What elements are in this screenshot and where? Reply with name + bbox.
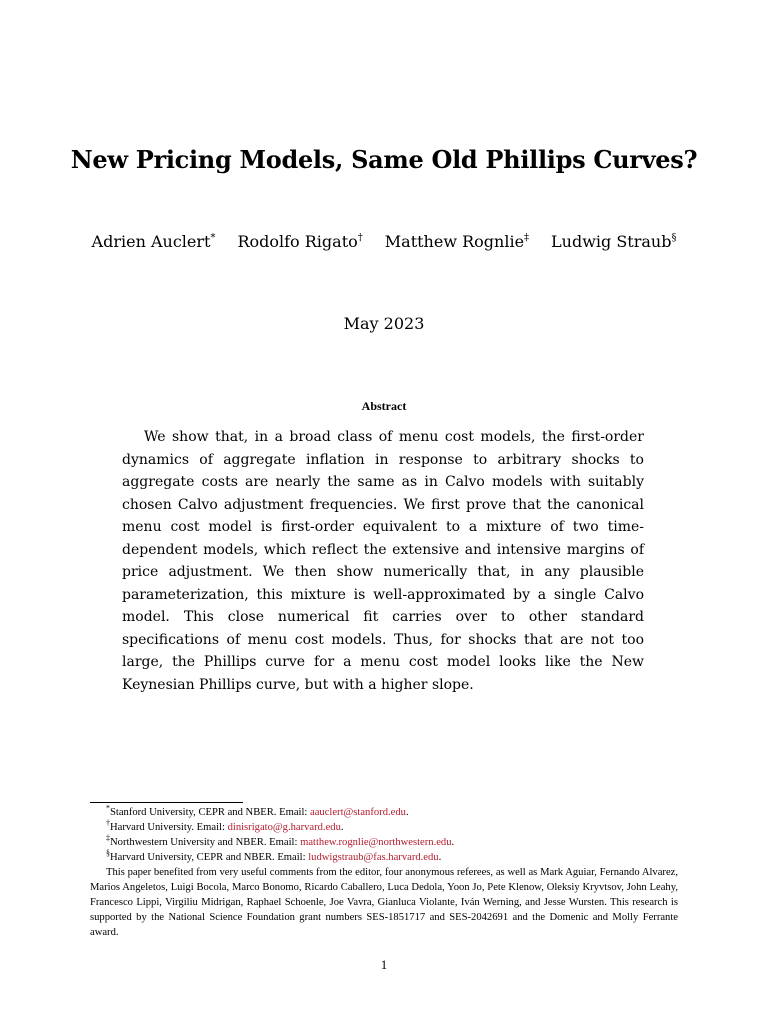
footnote-affiliation	[90, 835, 678, 850]
author-name: Ludwig Straub	[551, 232, 672, 251]
page-number: 1	[380, 957, 388, 972]
footnote-divider	[90, 802, 243, 803]
email-link[interactable]: ludwigstraub@fas.harvard.edu	[308, 852, 439, 863]
author-rigato	[237, 232, 362, 251]
author-name: Matthew Rognlie	[384, 232, 525, 251]
abstract-text: We show that, in a broad class of menu cost models, the first-order dynamics of aggregate inflation in response to arbitrary shocks to aggregate costs are nearly the same as in Calvo models with suitably chosen Calvo adjustment frequencies. We first prove that the canonical menu cost model is first-order equivalent to a mixture of two time-dependent models, which reflect the extensive and intensive margins of price adjustment. We then show numerically that, in any plausible parameterization, this mixture is well-approximated by a single Calvo model. This close numerical fit carries over to other standard specifications of menu cost models. Thus, for shocks that are not too large, the Phillips curve for a menu cost model looks like the New Keynesian Phillips curve, but with a higher slope.	[122, 429, 644, 693]
publication-date: May 2023	[343, 314, 425, 333]
author-footnote-mark[interactable]: *	[210, 232, 216, 244]
author-rognlie	[385, 232, 529, 251]
footnote-text: Harvard University. Email:	[110, 822, 228, 833]
author-footnote-mark[interactable]: §	[671, 232, 677, 244]
footnote-mark: †	[106, 818, 110, 828]
footnote-affiliation	[90, 805, 678, 820]
email-link[interactable]: aauclert@stanford.edu	[310, 807, 406, 818]
footnote-mark: *	[106, 803, 110, 813]
abstract-heading: Abstract	[361, 399, 407, 413]
author-name: Adrien Auclert	[91, 232, 211, 251]
footnote-affiliation	[90, 850, 678, 865]
footnote-end: .	[438, 852, 442, 863]
footnote-end: .	[405, 807, 409, 818]
author-footnote-mark[interactable]: ‡	[524, 232, 530, 244]
author-straub	[551, 232, 676, 251]
footnote-affiliation	[90, 820, 678, 835]
acknowledgment-footnote: This paper benefited from very useful comments from the editor, four anonymous referees, as well as Mark Aguiar, Fernando Alvarez, Marios Angeletos, Luigi Bocola, Marco Bonomo, Ricardo Caballero, Luca Dedola, Yoon Jo, Pete Klenow, Oleksiy Kryvtsov, John Leahy, Francesco Lippi, Virgiliu Midrigan, Raphael Schoenle, Joe Vavra, Gianluca Violante, Iván Werning, and Jesse Wursten. This research is supported by the National Science Foundation grant numbers SES-1851717 and SES-2042691 and the Domenic and Molly Ferrante award.	[90, 867, 678, 938]
footnote-mark: ‡	[106, 833, 110, 843]
footnote-text: Harvard University, CEPR and NBER. Email:	[110, 852, 309, 863]
author-list	[60, 232, 708, 251]
paper-title: New Pricing Models, Same Old Phillips Curves?	[70, 145, 698, 174]
author-auclert	[92, 232, 216, 251]
footnote-mark: §	[106, 848, 110, 858]
footnote-text: Stanford University, CEPR and NBER. Email:	[110, 807, 310, 818]
email-link[interactable]: dinisrigato@g.harvard.edu	[227, 822, 341, 833]
email-link[interactable]: matthew.rognlie@northwestern.edu	[300, 837, 452, 848]
footnote-end: .	[451, 837, 455, 848]
author-name: Rodolfo Rigato	[237, 232, 358, 251]
footnotes	[90, 805, 678, 940]
footnote-text: Northwestern University and NBER. Email:	[110, 837, 301, 848]
author-footnote-mark[interactable]: †	[357, 232, 363, 244]
footnote-end: .	[340, 822, 344, 833]
